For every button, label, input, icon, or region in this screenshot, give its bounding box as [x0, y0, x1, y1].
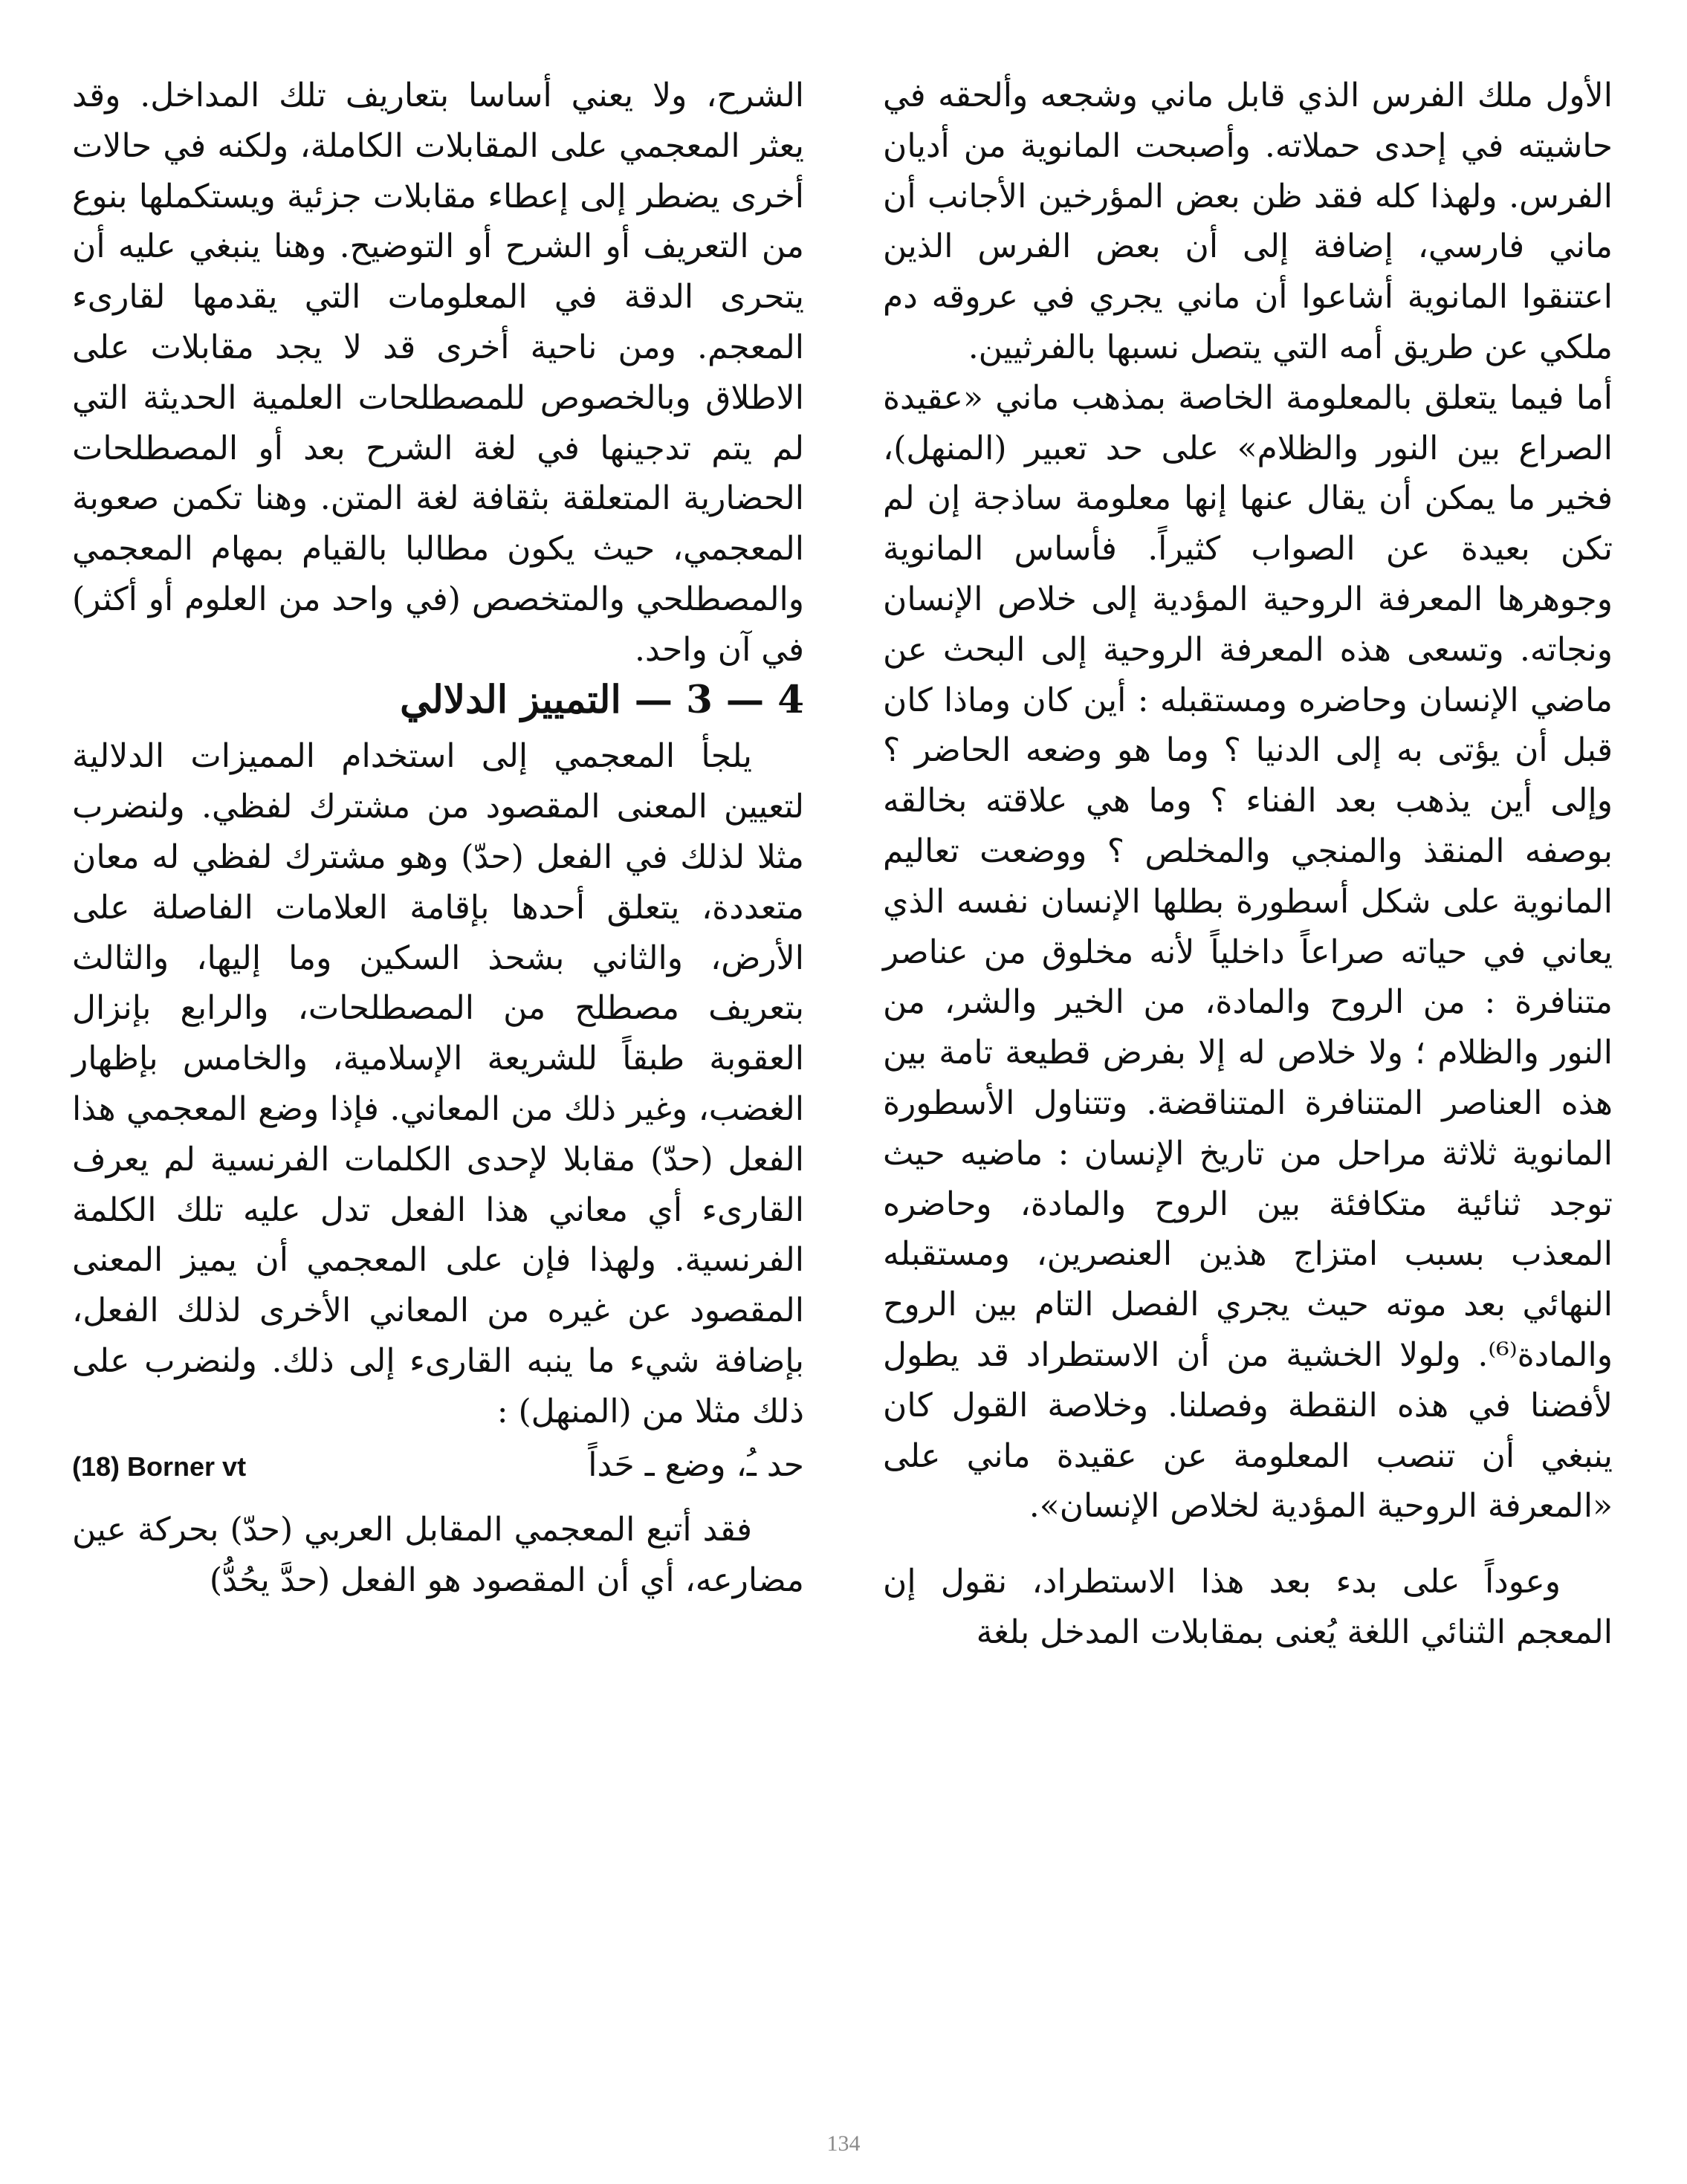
- section-heading: 4 — 3 — التمييز الدلالي: [400, 677, 804, 722]
- paragraph-return: وعوداً على بدء بعد هذا الاستطراد، نقول إن المعجم الثنائي اللغة يُعنى بمقابلات المدخل بلغة: [883, 1563, 1613, 1651]
- example-reference: (18) Borner vt: [72, 1451, 247, 1482]
- paragraph-explanation-language: الشرح، ولا يعني أساسا بتعاريف تلك المداخل. وقد يعثر المعجمي على المقابلات الكاملة، ولكنه في حالات أخرى يضطر إلى إعطاء مقابلات جزئية ويستكملها بنوع من التعريف أو الشرح أو التوضيح. وهنا ينبغي عليه أن يتحرى الدقة في المعلومات التي يقدمها لقارىء المعجم. ومن ناحية أخرى قد لا يجد مقابلات على الاطلاق وبالخصوص للمصطلحات العلمية الحديثة التي لم يتم تدجينها في لغة الشرح بعد أو المصطلحات الحضارية المتعلقة بثقافة لغة المتن. وهنا تكمن صعوبة المعجمي، حيث يكون مطالبا بالقيام بمهام المعجمي والمصطلحي والمتخصص (في واحد من العلوم أو أكثر) في آن واحد.: [72, 77, 804, 669]
- paragraph-conclusion: فقد أتبع المعجمي المقابل العربي (حدّ) بحركة عين مضارعه، أي أن المقصود هو الفعل (حدَّ يحُدُّ): [72, 1511, 804, 1600]
- paragraph-persian-king: الأول ملك الفرس الذي قابل ماني وشجعه وألحقه في حاشيته في إحدى حملاته. وأصبحت المانوية من أديان الفرس. ولهذا كله فقد ظن بعض المؤرخين الأجانب أن ماني فارسي، إضافة إلى أن بعض الفرس الذين اعتنقوا المانوية أشاعوا أن ماني يجري في عروقه دم ملكي عن طريق أمه التي يتصل نسبها بالفرثيين.: [883, 77, 1613, 366]
- paragraph-manichaeism: أما فيما يتعلق بالمعلومة الخاصة بمذهب ماني «عقيدة الصراع بين النور والظلام» على حد تعبير (المنهل)، فخير ما يمكن أن يقال عنها إنها معلومة ساذجة إن لم تكن بعيدة عن الصواب كثيراً. فأساس المانوية وجوهرها المعرفة الروحية المؤدية إلى خلاص الإنسان ونجاته. وتسعى هذه المعرفة الروحية إلى البحث عن ماضي الإنسان وحاضره ومستقبله : أين كان وماذا كان قبل أن يؤتى به إلى الدنيا ؟ وما هو وضعه الحاضر ؟ وإلى أين يذهب بعد الفناء ؟ وما هي علاقته بخالقه بوصفه المنقذ والمنجي والمخلص ؟ ووضعت تعاليم المانوية على شكل أسطورة بطلها الإنسان نفسه الذي يعاني في حياته صراعاً داخلياً لأنه مخلوق من عناصر متنافرة : من الروح والمادة، من الخير والشر، من النور والظلام ؛ ولا خلاص له إلا بفرض قطيعة تامة بين هذه العناصر المتنافرة المتناقضة. وتتناول الأسطورة المانوية ثلاثة مراحل من تاريخ الإنسان : ماضيه حيث توجد ثنائية متكافئة بين الروح والمادة، وحاضره المعذب بسبب امتزاج هذين العنصرين، ومستقبله النهائي بعد موته حيث يجري الفصل التام بين الروح والمادة⁽⁶⁾. ولولا الخشية من أن الاستطراد قد يطول لأفضنا في هذه النقطة وفصلنا. وخلاصة القول كان ينبغي أن تنصب المعلومة عن عقيدة ماني على «المعرفة الروحية المؤدية لخلاص الإنسان».: [883, 378, 1613, 1526]
- page-number: 134: [826, 2131, 861, 2156]
- right-column: [883, 71, 1613, 1658]
- dictionary-example: [72, 1440, 804, 1492]
- example-arabic: حد ـُ، وضع ـ حَداً: [588, 1445, 804, 1484]
- left-column: [72, 71, 804, 1606]
- paragraph-semantic-distinction: يلجأ المعجمي إلى استخدام المميزات الدلالية لتعيين المعنى المقصود من مشترك لفظي. ولنضرب مثلا لذلك في الفعل (حدّ) وهو مشترك لفظي له معان متعددة، يتعلق أحدها بإقامة العلامات الفاصلة على الأرض، والثاني بشحذ السكين وما إليها، والثالث بتعريف مصطلح من المصطلحات، والرابع بإنزال العقوبة طبقاً للشريعة الإسلامية، والخامس بإظهار الغضب، وغير ذلك من المعاني. فإذا وضع المعجمي هذا الفعل (حدّ) مقابلا لإحدى الكلمات الفرنسية لم يعرف القارىء أي معاني هذا الفعل تدل عليه تلك الكلمة الفرنسية. ولهذا فإن على المعجمي أن يميز المعنى المقصود عن غيره من المعاني الأخرى لذلك الفعل، بإضافة شيء ما ينبه القارىء إلى ذلك. ولنضرب على ذلك مثلا من (المنهل) :: [72, 737, 804, 1430]
